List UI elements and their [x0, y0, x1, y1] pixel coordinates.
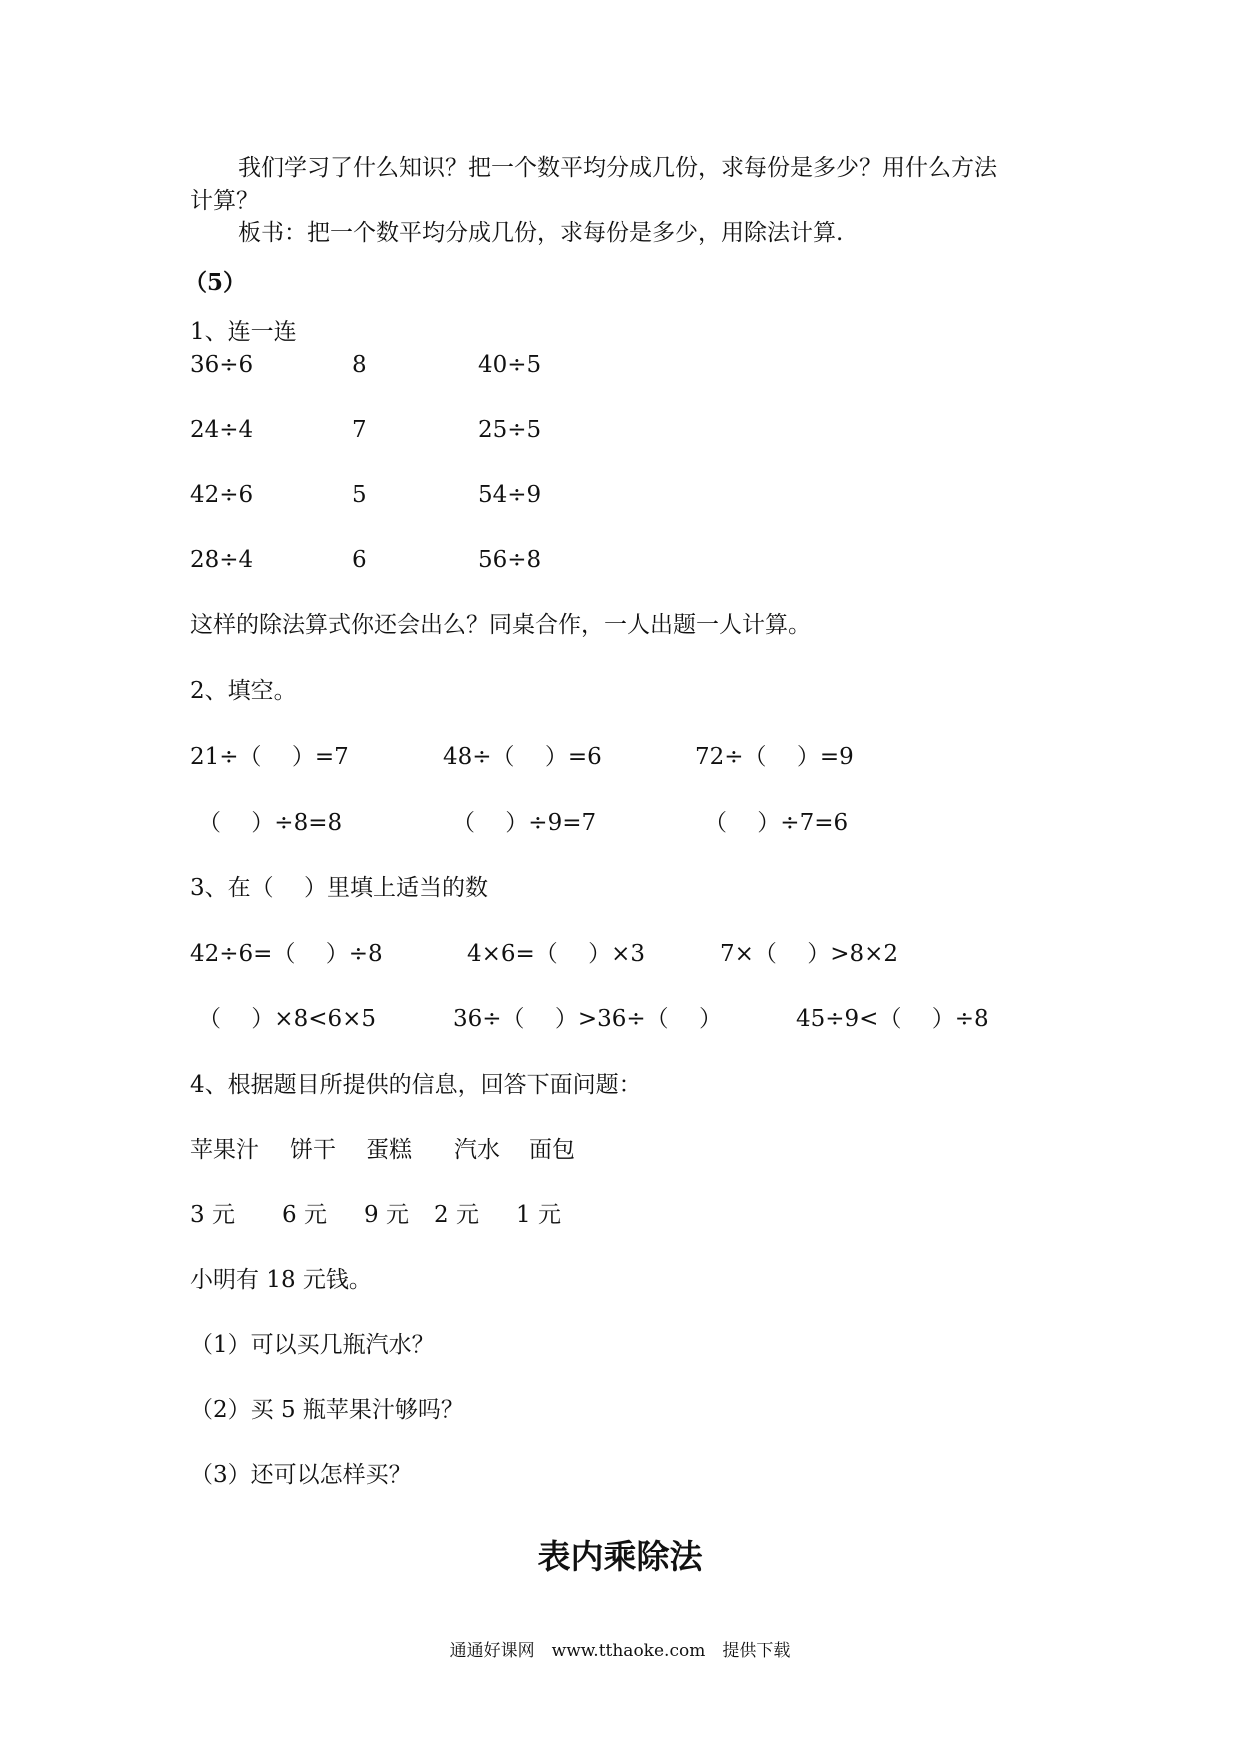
q1-row-1-answer: 8	[352, 352, 367, 378]
q1-row-3-expr-b: 54÷9	[478, 482, 542, 508]
section-label: （5）	[184, 269, 247, 296]
q3-row-1-item-3: 7×（ ）>8×2	[720, 941, 899, 967]
q4-money: 小明有 18 元钱。	[190, 1267, 372, 1293]
q1-row-3-expr-a: 42÷6	[190, 482, 254, 508]
q4-item-bread: 面包	[529, 1137, 575, 1163]
q3-title: 3、在（ ）里填上适当的数	[190, 875, 488, 901]
q4-item-soda: 汽水	[454, 1137, 500, 1163]
q4-price-biscuit: 6 元	[282, 1202, 327, 1228]
q1-row-1-expr-a: 36÷6	[190, 352, 254, 378]
q1-row-4-expr-a: 28÷4	[190, 547, 254, 573]
q3-row-2-item-1: （ ）×8<6×5	[198, 1006, 377, 1032]
q4-sub-2: （2）买 5 瓶苹果汁够吗？	[190, 1397, 464, 1423]
q2-row-2-item-3: （ ）÷7=6	[704, 810, 849, 836]
intro-line-1: 我们学习了什么知识？把一个数平均分成几份，求每份是多少？用什么方法	[238, 155, 997, 181]
q4-price-cake: 9 元	[364, 1202, 409, 1228]
q1-row-2-answer: 7	[352, 417, 367, 443]
q2-row-2-item-1: （ ）÷8=8	[198, 810, 343, 836]
q2-row-1-item-1: 21÷（ ）=7	[190, 744, 349, 770]
q1-title: 1、连一连	[190, 319, 297, 345]
intro-line-3: 板书：把一个数平均分成几份，求每份是多少，用除法计算.	[238, 220, 844, 246]
q1-row-3-answer: 5	[352, 482, 367, 508]
q4-item-cake: 蛋糕	[366, 1137, 412, 1163]
q4-item-biscuit: 饼干	[290, 1137, 336, 1163]
q4-sub-1: （1）可以买几瓶汽水？	[190, 1332, 435, 1358]
q1-row-2-expr-a: 24÷4	[190, 417, 254, 443]
page-title: 表内乘除法	[537, 1537, 703, 1576]
q1-followup: 这样的除法算式你还会出么？同桌合作，一人出题一人计算。	[190, 612, 811, 638]
q3-row-1-item-2: 4×6=（ ）×3	[467, 941, 646, 967]
q2-row-1-item-3: 72÷（ ）=9	[695, 744, 854, 770]
q2-row-1-item-2: 48÷（ ）=6	[443, 744, 602, 770]
q3-row-1-item-1: 42÷6=（ ）÷8	[190, 941, 383, 967]
q2-row-2-item-2: （ ）÷9=7	[452, 810, 597, 836]
q3-row-2-item-3: 45÷9<（ ）÷8	[796, 1006, 989, 1032]
q4-price-soda: 2 元	[434, 1202, 479, 1228]
intro-line-2: 计算？	[190, 188, 259, 214]
q3-row-2-item-2: 36÷（ ）>36÷（ ）	[453, 1006, 722, 1032]
q4-title: 4、根据题目所提供的信息，回答下面问题：	[190, 1072, 642, 1098]
q4-item-apple-juice: 苹果汁	[190, 1137, 259, 1163]
q4-price-bread: 1 元	[516, 1202, 561, 1228]
q4-sub-3: （3）还可以怎样买？	[190, 1462, 412, 1488]
q1-row-4-answer: 6	[352, 547, 367, 573]
page-footer: 通通好课网 www.tthaoke.com 提供下载	[449, 1641, 791, 1661]
q1-row-4-expr-b: 56÷8	[478, 547, 542, 573]
q1-row-2-expr-b: 25÷5	[478, 417, 542, 443]
q1-row-1-expr-b: 40÷5	[478, 352, 542, 378]
q2-title: 2、填空。	[190, 678, 297, 704]
q4-price-apple-juice: 3 元	[190, 1202, 235, 1228]
